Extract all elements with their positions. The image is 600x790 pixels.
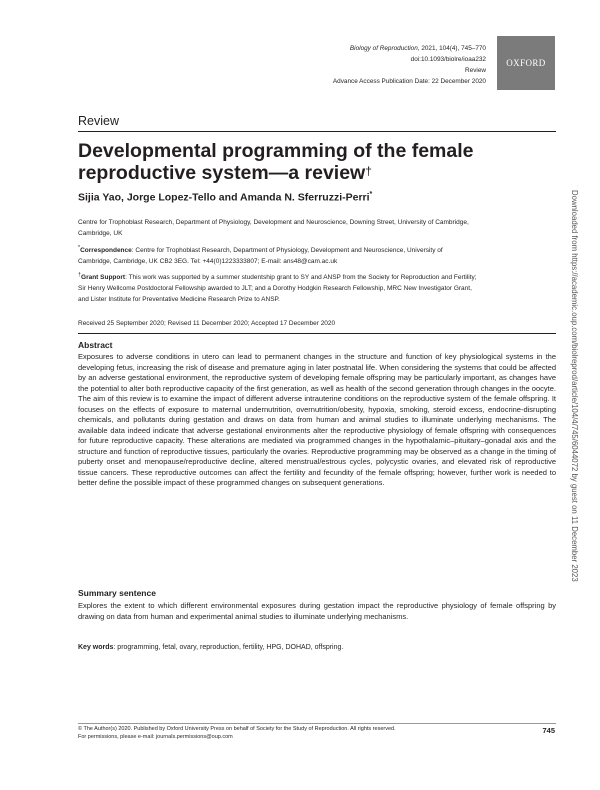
keywords	[78, 644, 343, 651]
oxford-logo: OXFORD	[497, 36, 555, 90]
journal-name: Biology of Reproduction	[349, 45, 418, 52]
correspondence-label: Correspondence	[80, 247, 132, 255]
keywords-text: : programming, fetal, ovary, reproduction, fertility, HPG, DOHAD, offspring.	[113, 644, 344, 651]
download-watermark: Downloaded from https://academic.oup.com/biolreprod/article/104/4/745/6044072 by guest on 11 December 2023	[570, 190, 579, 582]
divider	[78, 131, 556, 132]
correspondence-mark: *	[78, 245, 81, 251]
grant-label: Grant Support	[81, 274, 126, 282]
corresponding-author-mark: *	[369, 191, 373, 198]
article-dates: Received 25 September 2020; Revised 11 December 2020; Accepted 17 December 2020	[78, 320, 336, 327]
title-footnote-mark: †	[365, 164, 372, 178]
article-title-text: Developmental programming of the female reproductive system—a review	[78, 140, 474, 184]
divider	[78, 333, 556, 334]
journal-volume-pages: , 2021, 104(4), 745–770	[417, 45, 486, 52]
footer-divider	[78, 723, 556, 724]
summary-text: Explores the extent to which different environmental exposures during gestation impact the reproductive physiology of female offspring by drawing on data from human and experimental animal studies to illuminate underlying mechanisms.	[78, 601, 556, 621]
affiliation: Centre for Trophoblast Research, Department of Physiology, Development and Neuroscience, Downing Street, University of Cambridge, Cambridge, UK	[78, 219, 469, 237]
author-names: Sijia Yao, Jorge Lopez-Tello and Amanda N. Sferruzzi-Perri	[78, 191, 370, 204]
advance-access-date: Advance Access Publication Date: 22 December 2020	[332, 78, 486, 85]
copyright-notice: © The Author(s) 2020. Published by Oxford University Press on behalf of Society for the Study of Reproduction. All rights reserved.	[78, 726, 396, 732]
author-list	[78, 191, 372, 204]
article-title	[78, 140, 518, 184]
grant-support	[78, 270, 478, 305]
article-type: Review	[465, 67, 486, 74]
section-label: Review	[78, 114, 119, 128]
summary-heading: Summary sentence	[78, 588, 156, 598]
grant-text: : This work was supported by a summer studentship grant to SY and ANSP from the Society for Reproduction and Fertility; Sir Henry Wellcome Postdoctoral Fellowship awarded to JLT; and a Dorothy Hodgkin Research Fellowship, MRC New Investigator Grant, and Lister Institute for Preventative Medicine Research Prize to ANSP.	[78, 274, 477, 304]
keywords-label: Key words	[78, 644, 114, 651]
page-number: 745	[542, 726, 555, 735]
abstract-heading: Abstract	[78, 340, 113, 350]
correspondence	[78, 243, 478, 267]
permissions-notice: For permissions, please e-mail: journals.permissions@oup.com	[78, 734, 233, 740]
journal-citation	[350, 45, 486, 52]
abstract-text: Exposures to adverse conditions in utero can lead to permanent changes in the structure and function of key physiological systems in the developing fetus, increasing the risk of disease and premature aging in later postnatal life. When considering the systems that could be affected by an adverse gestational environment, the reproductive system of developing female offspring may be particularly important, as changes have the potential to alter both reproductive capacity of the first generation, as well as health of the second generation through changes in the oocyte. The aim of this review is to examine the impact of different adverse intrauterine conditions on the reproductive system of the female offspring. It focuses on the effects of exposure to maternal undernutrition, overnutrition/obesity, hypoxia, smoking, steroid excess, endocrine-disrupting chemicals, and pollutants during gestation and draws on data from human and animal studies to illuminate underlying mechanisms. The available data indeed indicate that adverse gestational environments alter the reproductive physiology of female offspring with consequences for future reproductive capacity. These alterations are mediated via programmed changes in the hypothalamic–pituitary–gonadal axis and the structure and function of reproductive tissues, particularly the ovaries. Reproductive programming may be observed as a change in the timing of puberty onset and menopause/reproductive decline, altered menstrual/estrous cycles, polycystic ovaries, and elevated risk of reproductive tissue cancers. These reproductive outcomes can affect the fertility and fecundity of the female offspring; however, further work is needed to better define the possible impact of these programmed changes on subsequent generations.	[78, 352, 556, 487]
correspondence-text: : Centre for Trophoblast Research, Department of Physiology, Development and Neuroscience, University of Cambridge, Cambridge, UK CB2 3EG. Tel: +44(0)1223333807; E-mail: ans48@cam.ac.uk	[78, 247, 443, 266]
doi[interactable]: doi:10.1093/biolre/ioaa232	[410, 56, 486, 63]
grant-mark: †	[78, 272, 82, 278]
